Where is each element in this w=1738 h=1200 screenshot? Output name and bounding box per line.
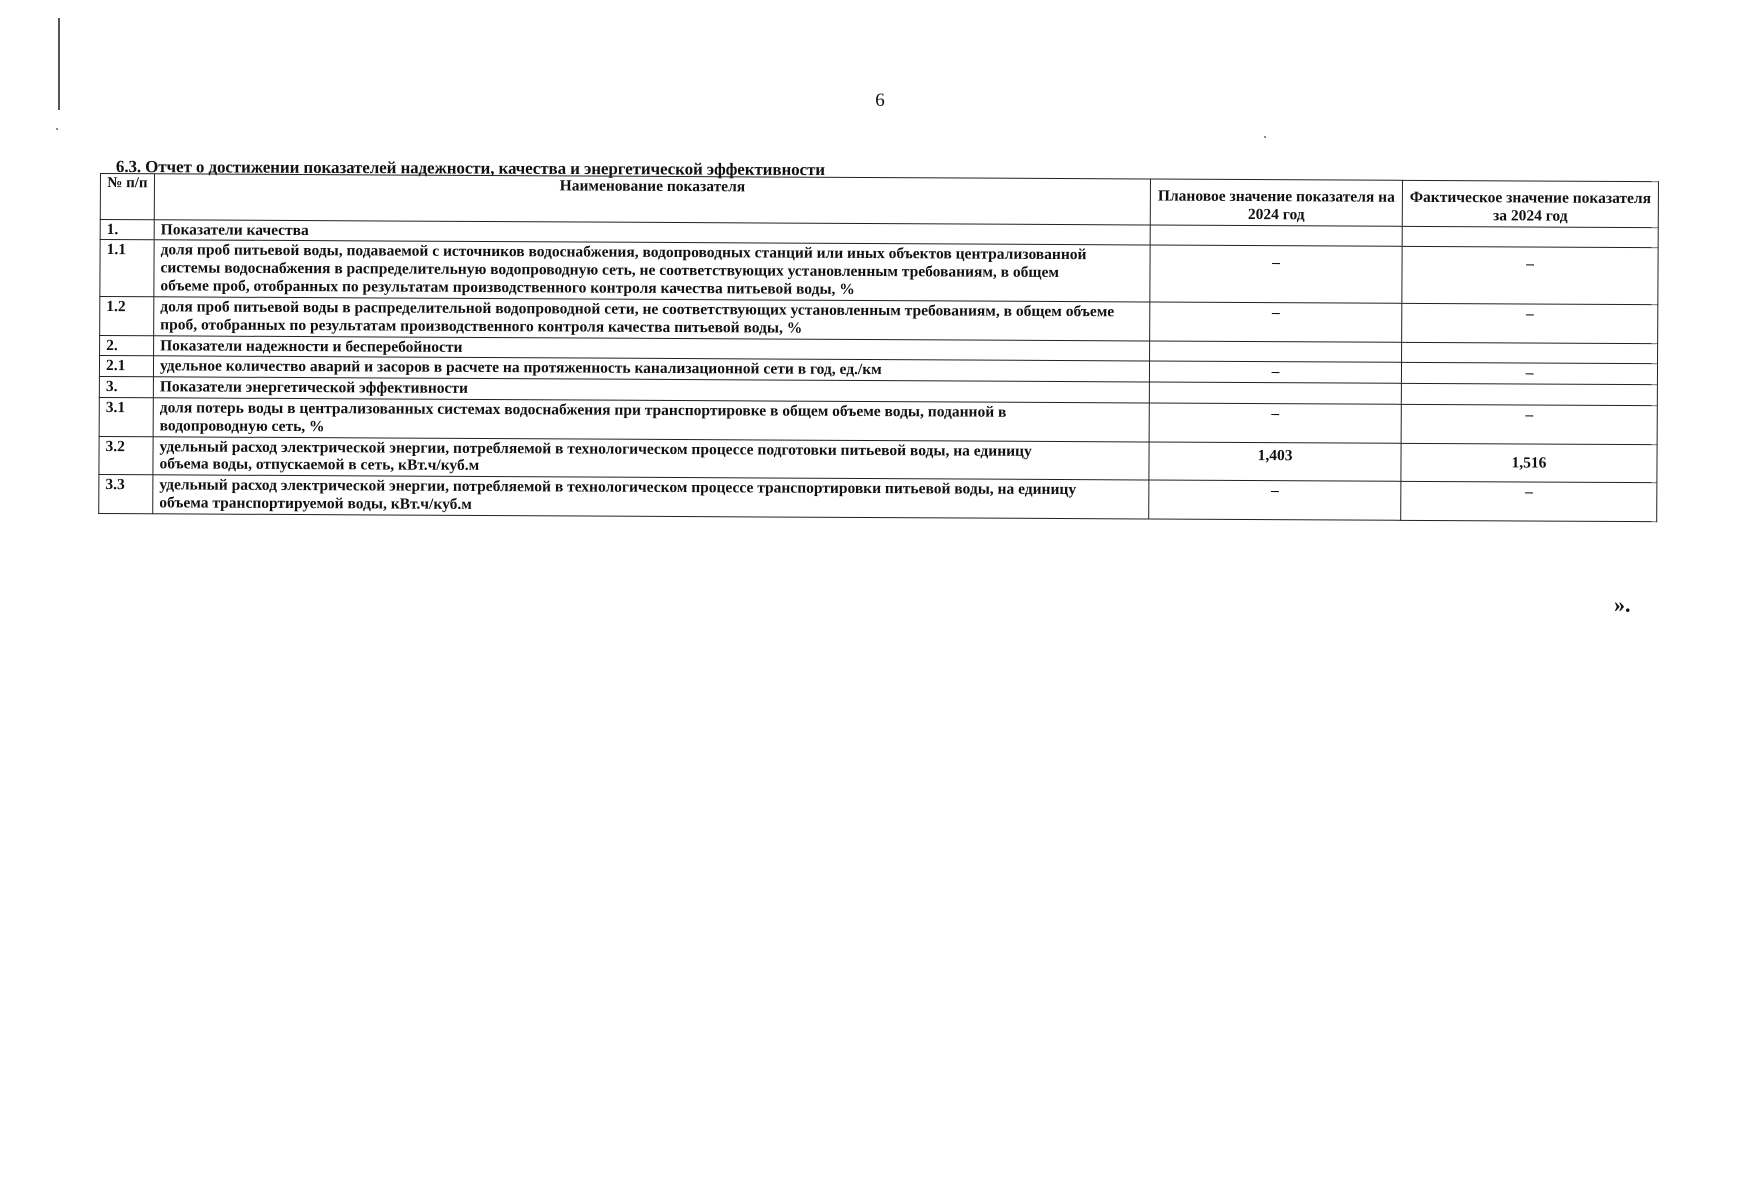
row-fact: 1,516 [1401,443,1657,483]
row-num: 3.2 [99,436,153,475]
row-name: доля проб питьевой воды в распределительной водопроводной сети, не соответствующих установленным требованиям, в общем объеме проб, отобранных по результатам производственного контроля качества питьевой воды, % [154,297,1150,341]
indicators-table [98,173,1659,522]
scan-dust [56,128,58,130]
page-number: 6 [875,90,885,111]
row-fact [1402,226,1658,248]
closing-quote-mark: ». [1614,592,1631,617]
row-fact [1401,383,1657,405]
row-name: Показатели энергетической эффективности [153,377,1149,403]
table-row [99,475,1657,522]
row-plan [1149,382,1401,404]
row-plan [1150,340,1402,362]
row-plan: – [1149,403,1401,443]
header-name: Наименование показателя [154,174,1150,225]
row-num: 3.3 [99,475,153,514]
row-num: 2.1 [99,356,153,377]
row-num: 3. [99,377,153,398]
row-fact: – [1401,404,1657,444]
row-fact: – [1401,482,1657,522]
row-plan [1150,225,1402,247]
row-plan: – [1149,480,1401,520]
row-num: 2. [100,335,154,356]
row-num: 1.1 [100,240,154,297]
row-fact: – [1402,303,1658,343]
row-num: 3.1 [99,397,153,436]
row-plan: – [1149,361,1401,383]
row-name: Показатели надежности и бесперебойности [154,335,1150,361]
header-plan: Плановое значение показателя на 2024 год [1150,179,1402,226]
row-num: 1.2 [100,296,154,335]
section-title: 6.3. Отчет о достижении показателей надежности, качества и энергетической эффективности [115,157,826,180]
row-plan: – [1150,302,1402,342]
row-name: доля потерь воды в централизованных системах водоснабжения при транспортировке в общем объеме воды, поданной в водопроводную сеть, % [153,398,1149,442]
table-header-row [100,174,1658,182]
row-plan: 1,403 [1149,442,1401,482]
row-fact: – [1401,363,1657,385]
header-num: № п/п [100,174,154,220]
row-name: доля проб питьевой воды, подаваемой с источников водоснабжения, водопроводных станций или иных объектов централизованной системы водоснабжения в распределительную водопроводную сеть, не соответствующих установленным требованиям, в общем объеме проб, отобранных по результатам производственного контроля качества питьевой воды, % [154,240,1150,302]
header-fact: Фактическое значение показателя за 2024 год [1402,180,1658,227]
row-fact [1402,342,1658,364]
row-name: удельный расход электрической энергии, потребляемой в технологическом процессе подготовки питьевой воды, на единицу объема воды, отпускаемой в сеть, кВт.ч/куб.м [153,436,1149,480]
row-plan: – [1150,245,1402,303]
row-name: Показатели качества [154,219,1150,245]
table-row [100,240,1658,305]
scan-dust [1264,136,1266,138]
row-num: 1. [100,219,154,240]
row-name: удельное количество аварий и засоров в расчете на протяженность канализационной сети в год, ед./км [153,356,1149,382]
row-name: удельный расход электрической энергии, потребляемой в технологическом процессе транспортировки питьевой воды, на единицу объема транспортируемой воды, кВт.ч/куб.м [153,475,1149,519]
row-fact: – [1402,247,1658,305]
